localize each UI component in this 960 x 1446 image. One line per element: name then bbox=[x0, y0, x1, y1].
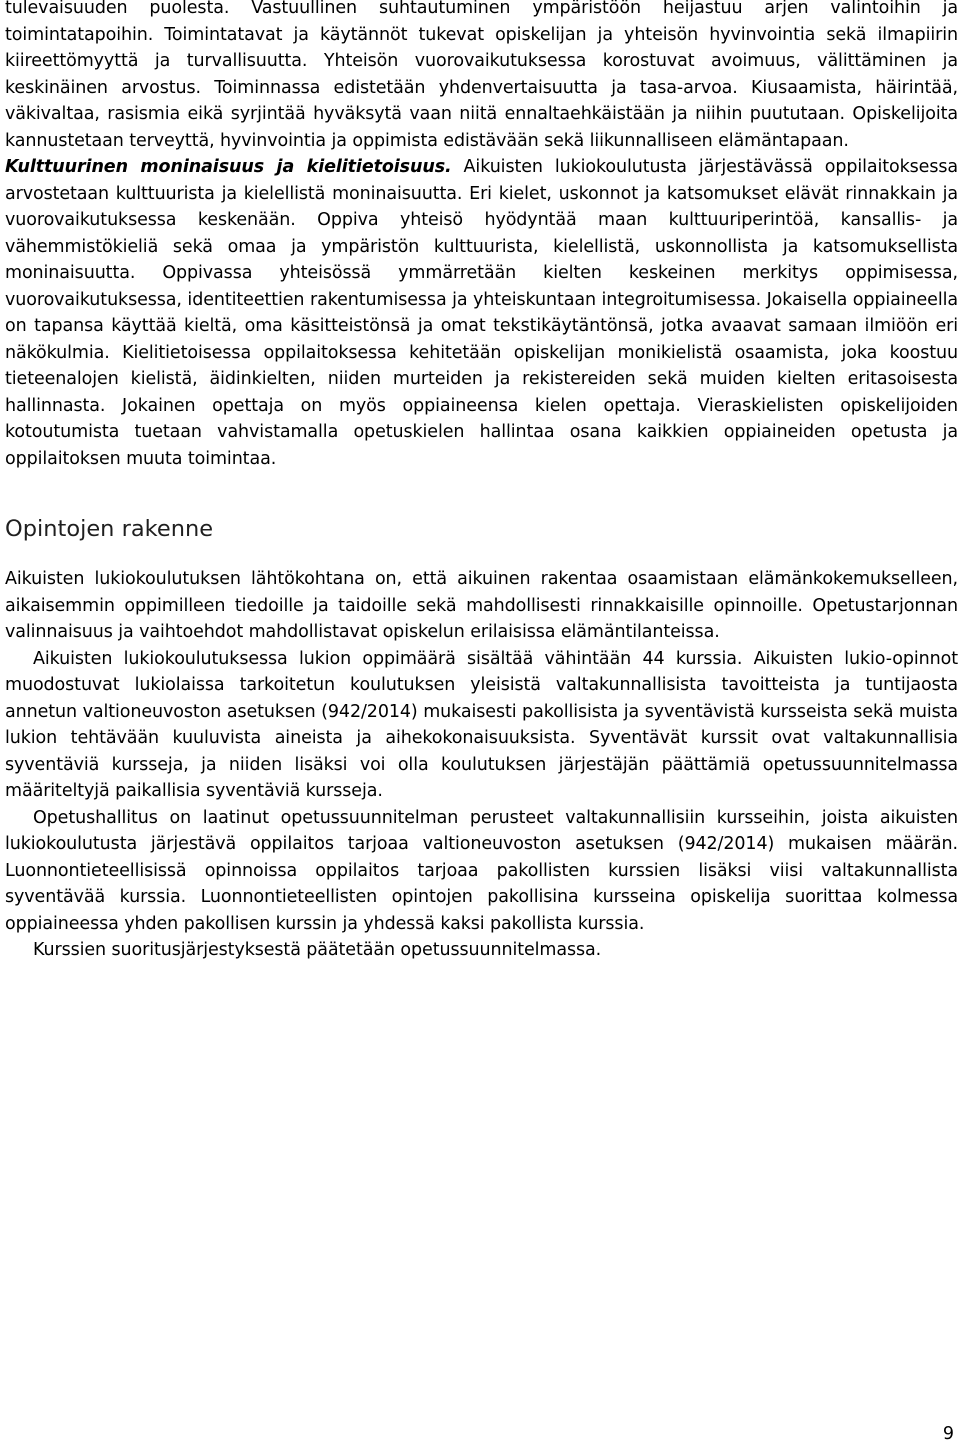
paragraph-text: Kurssien suoritusjärjestyksestä päätetään opetussuunnitelmassa. bbox=[33, 940, 602, 960]
page-number: 9 bbox=[942, 1424, 954, 1444]
paragraph-course-order bbox=[5, 937, 958, 964]
paragraph-community-values bbox=[5, 0, 958, 154]
document-page bbox=[5, 0, 958, 964]
paragraph-cultural-diversity bbox=[5, 154, 958, 472]
paragraph-text: Opetushallitus on laatinut opetussuunnitelman perusteet valtakunnallisiin kursseihin, joista aikuisten lukiokoulutusta järjestävä oppilaitos tarjoaa valtioneuvoston asetuksen (942/2014) mukaisen määrän. Luonnontieteellisissä opinnoissa oppilaitos tarjoaa pakollisten kurssien lisäksi viisi valtakunnallista syventävää kurssia. Luonnontieteellisten opintojen pakollisina kursseina opiskelija suorittaa kolmessa oppiaineessa yhden pakollisen kurssin ja yhdessä kaksi pakollista kurssia. bbox=[5, 807, 958, 934]
paragraph-national-curriculum bbox=[5, 805, 958, 938]
paragraph-text: tulevaisuuden puolesta. Vastuullinen suhtautuminen ympäristöön heijastuu arjen valintoihin ja toimintatapoihin. Toimintatavat ja käytännöt tukevat opiskelijan ja yhteisön hyvinvointia sekä ilmapiirin kiireettömyyttä ja turvallisuutta. Yhteisön vuorovaikutuksessa korostuvat avoimuus, välittäminen ja keskinäinen arvostus. Toiminnassa edistetään yhdenvertaisuutta ja tasa-arvoa. Kiusaamista, häirintää, väkivaltaa, rasismia eikä syrjintää hyväksytä vaan niitä ennaltaehkäistään ja niihin puututaan. Opiskelijoita kannustetaan terveyttä, hyvinvointia ja oppimista edistävään sekä liikunnalliseen elämäntapaan. bbox=[5, 0, 958, 151]
paragraph-text: Aikuisten lukiokoulutusta järjestävässä oppilaitoksessa arvostetaan kulttuurista ja kielellistä moninaisuutta. Eri kielet, uskonnot ja katsomukset elävät rinnakkain ja vuorovaikutuksessa keskenään. Oppiva yhteisö hyödyntää maan kulttuuriperintöä, kansallis- ja vähemmistökieliä sekä omaa ja ympäristön kulttuurista, kielellistä, uskonnollista ja katsomuksellista moninaisuutta. Oppivassa yhteisössä ymmärretään kielten keskeinen merkitys oppimisessa, vuorovaikutuksessa, identiteettien rakentumisessa ja yhteiskuntaan integroitumisessa. Jokaisella oppiaineella on tapansa käyttää kieltä, oma käsitteistönsä ja omat tekstikäytäntönsä, jotka avaavat samaan ilmiöön eri näkökulmia. Kielitietoisessa oppilaitoksessa kehitetään opiskelijan monikielistä osaamista, joka koostuu tieteenalojen kielistä, äidinkielten, niiden murteiden ja rekistereiden sekä muiden kielten eritasoisesta hallinnasta. Jokainen opettaja on myös oppiaineensa kielen opettaja. Vieraskielisten opiskelijoiden kotoutumista tuetaan vahvistamalla opetuskielen hallintaa osana kaikkien oppiaineiden opetusta ja oppilaitoksen muuta toimintaa. bbox=[5, 157, 958, 469]
section-heading: Opintojen rakenne bbox=[5, 516, 214, 542]
paragraph-text: Aikuisten lukiokoulutuksessa lukion oppimäärä sisältää vähintään 44 kurssia. Aikuisten lukio-opinnot muodostuvat lukiolaissa tarkoitetun koulutuksen yleisistä valtakunnallisista tavoitteista ja tuntijaosta annetun valtioneuvoston asetuksen (942/2014) mukaisesti pakollisista ja syventävistä kursseista sekä muista lukion tehtävään kuuluvista aineista ja aihekokonaisuuksista. Syventävät kurssit ovat valtakunnallisia syventäviä kursseja, ja niiden lisäksi voi olla koulutuksen järjestäjän päättämiä opetussuunnitelmassa määriteltyjä paikallisia syventäviä kursseja. bbox=[5, 648, 958, 801]
paragraph-text: Aikuisten lukiokoulutuksen lähtökohtana on, että aikuinen rakentaa osaamistaan elämänkokemukselleen, aikaisemmin oppimilleen tiedoille ja taidoille sekä mahdollisesti rinnakkaisille opinnoille. Opetustarjonnan valinnaisuus ja vaihtoehdot mahdollistavat opiskelun erilaisissa elämäntilanteissa. bbox=[5, 569, 958, 642]
inline-topic-heading: Kulttuurinen moninaisuus ja kielitietoisuus bbox=[5, 157, 446, 177]
inline-topic-heading-period: . bbox=[445, 157, 452, 177]
paragraph-starting-point bbox=[5, 566, 958, 646]
paragraph-course-minimum bbox=[5, 646, 958, 805]
